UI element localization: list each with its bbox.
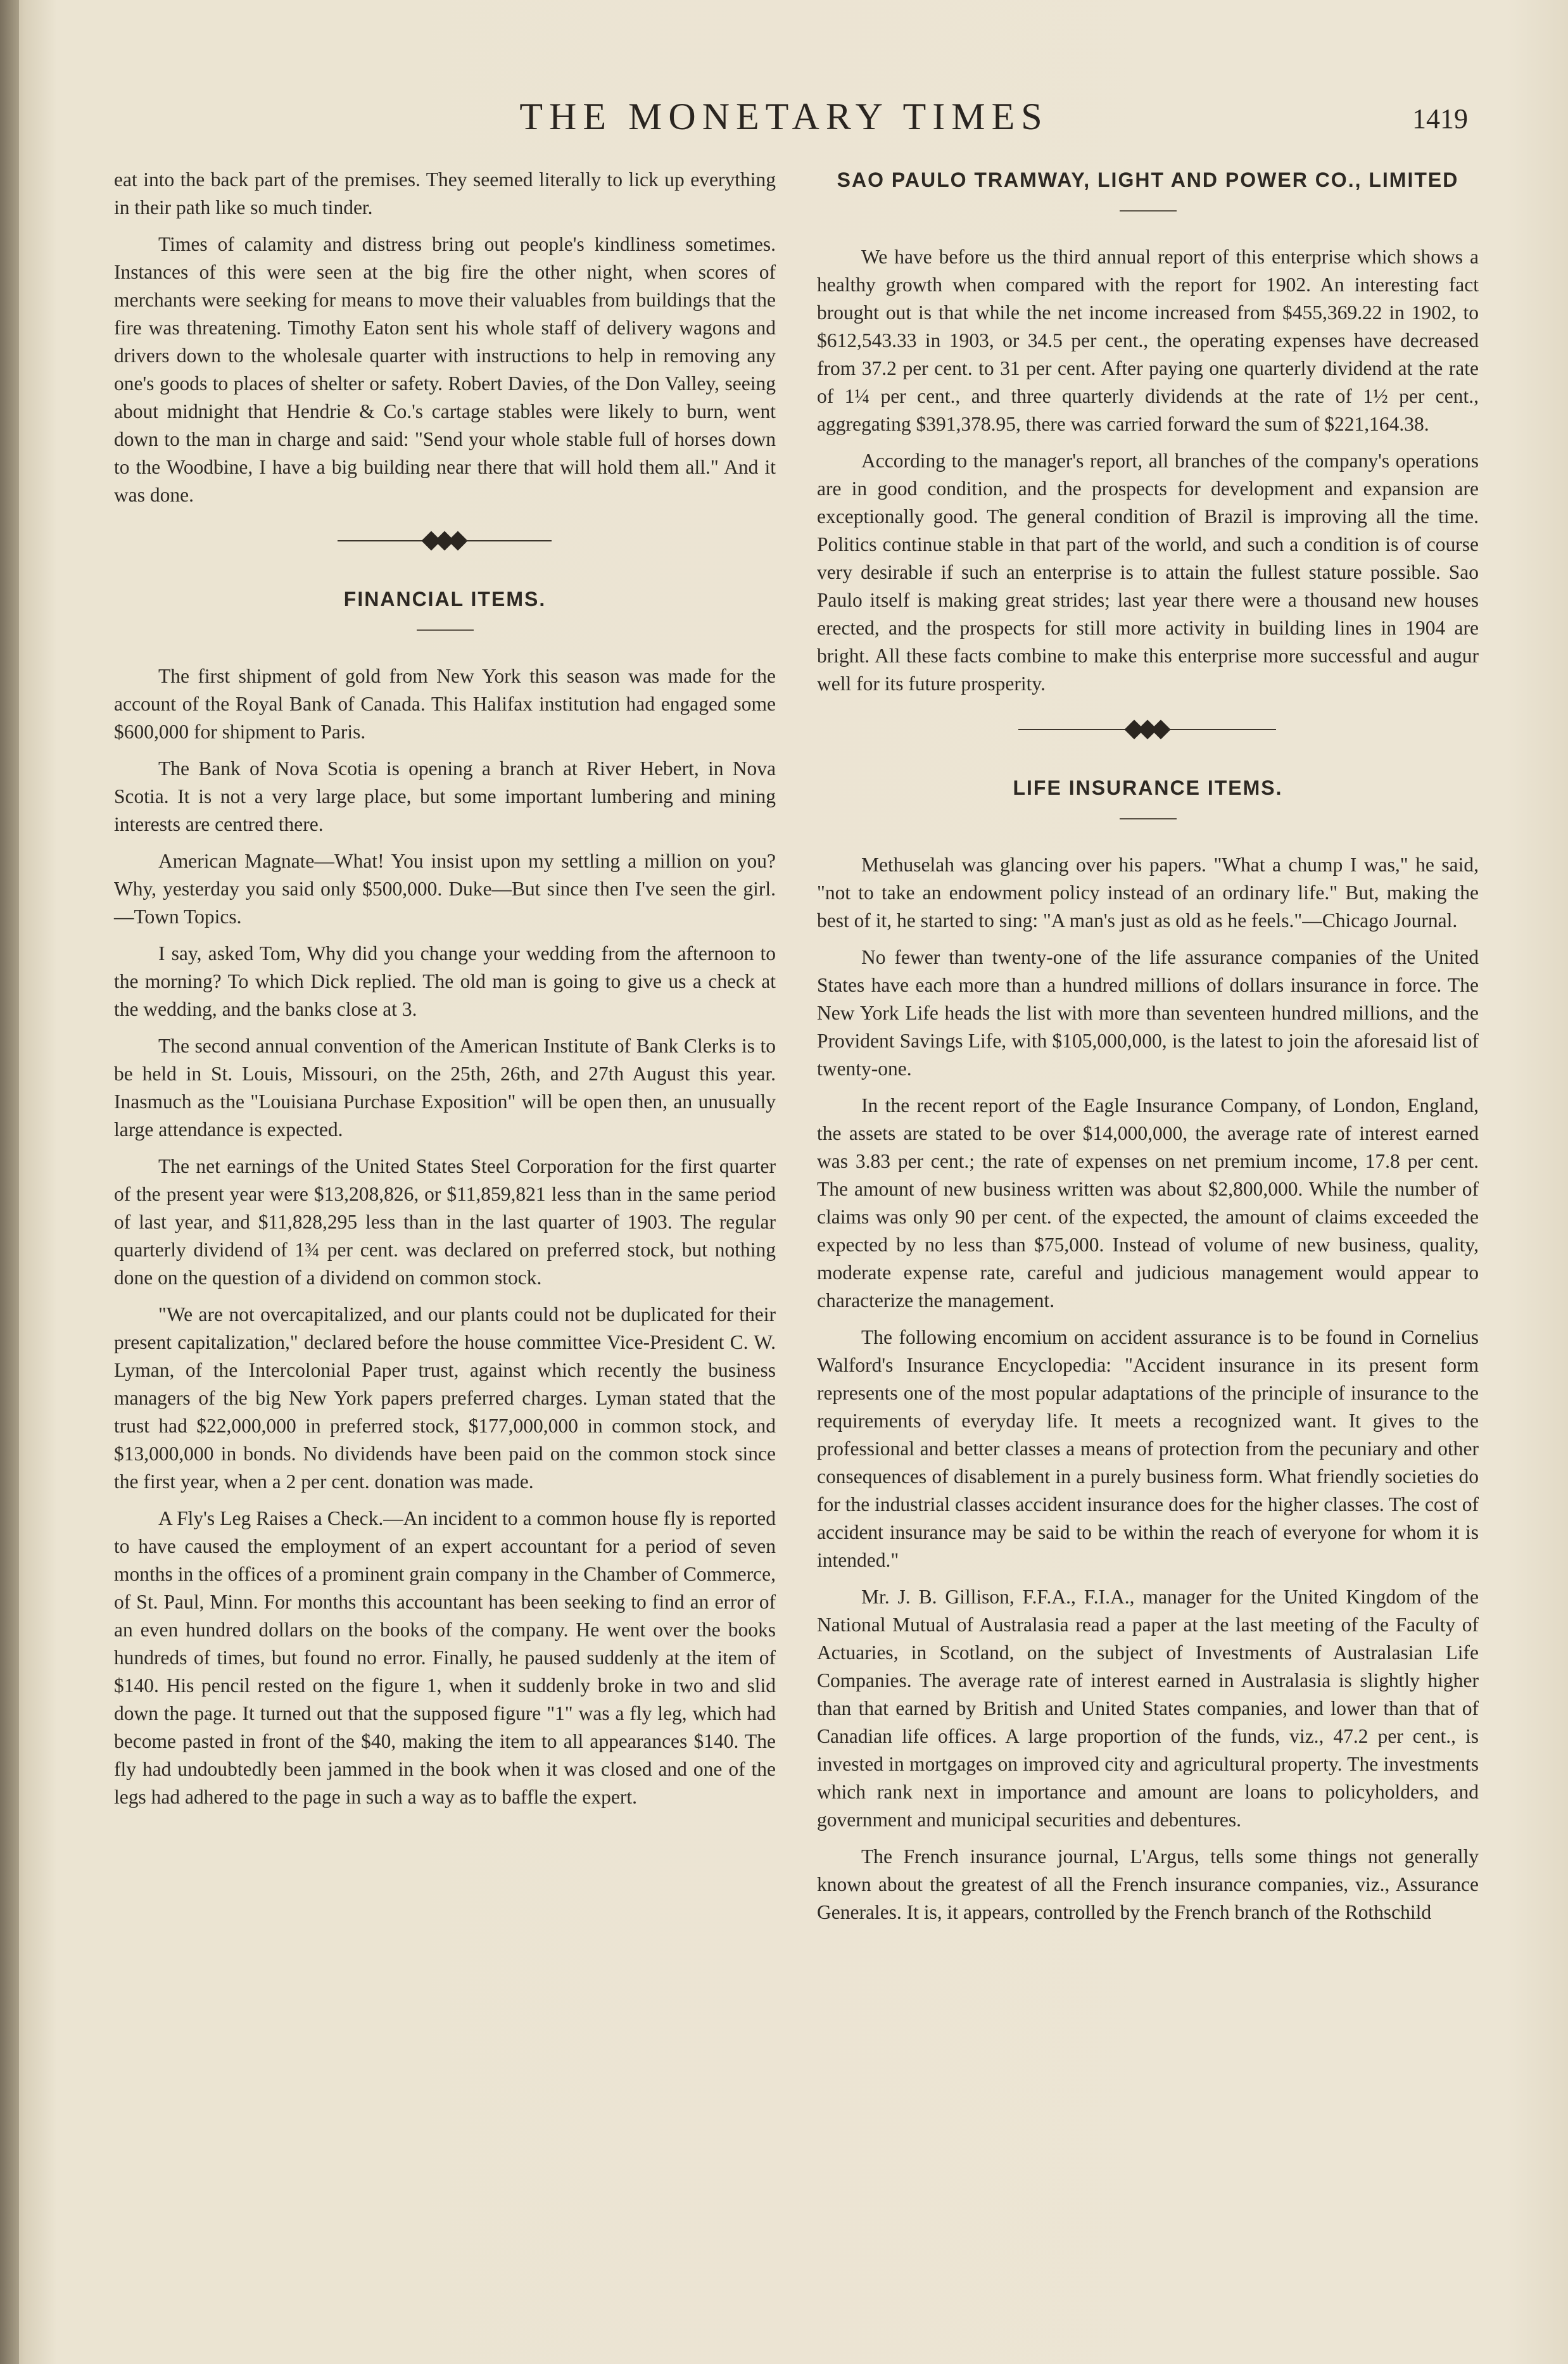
article-paragraph: Methuselah was glancing over his papers. "What a chump I was," he said, "not to take an endowment policy instead of an ordinary life." But, making the best of it, he started to sing: "A man's just as old as he feels."—Chicago Journal. bbox=[817, 854, 1479, 932]
article-paragraph: A Fly's Leg Raises a Check.—An incident to a common house fly is reported to have caused the employment of an expert accountant for a period of seven months in the offices of a prominent grain company in the Chamber of Commerce, of St. Paul, Minn. For months this accountant has been seeking to find an error of an even hundred dollars on the books of the company. He went over the books hundreds of times, but found no error. Finally, he paused suddenly at the item of $140. His pencil rested on the figure 1, when it suddenly broke in two and slid down the page. It turned out that the supposed figure "1" was a fly leg, which had become pasted in front of the $40, making the item to all appearances $140. The fly had undoubtedly been jammed in the book when it was closed and one of the legs had adhered to the page in such a way as to baffle the expert. bbox=[114, 1507, 776, 1808]
sao-paulo-heading: SAO PAULO TRAMWAY, LIGHT AND POWER CO., LIMITED bbox=[837, 168, 1459, 191]
section-divider-ornament bbox=[114, 522, 776, 560]
article-paragraph: The second annual convention of the American Institute of Bank Clerks is to be held in St. Louis, Missouri, on the 25th, 26th, and 27th August this year. Inasmuch as the "Louisiana Purchase Exposition" will be open then, an unusually large attendance is expected. bbox=[114, 1035, 776, 1141]
article-paragraph: We have before us the third annual report of this enterprise which shows a healthy growth when compared with the report for 1902. An interesting fact brought out is that while the net income increased from $455,369.22 in 1902, to $612,543.33 in 1903, or 34.5 per cent., the operating expenses have decreased from 37.2 per cent. to 31 per cent. After paying one quarterly dividend at the rate of 1¼ per cent., and three quarterly dividends at the rate of 1½ per cent., aggregating $391,378.95, there was carried forward the sum of $221,164.38. bbox=[817, 246, 1479, 435]
article-paragraph: The Bank of Nova Scotia is opening a branch at River Hebert, in Nova Scotia. It is not a very large place, but some important lumbering and mining interests are centred there. bbox=[114, 757, 776, 835]
page-number: 1419 bbox=[1412, 103, 1468, 134]
heading-rule bbox=[417, 629, 474, 631]
right-column bbox=[817, 166, 1479, 1935]
left-column bbox=[114, 166, 776, 1820]
article-paragraph: In the recent report of the Eagle Insurance Company, of London, England, the assets are stated to be over $14,000,000, the average rate of interest earned was 3.83 per cent.; the rate of expenses on net premium income, 17.8 per cent. The amount of new business written was about $2,800,000. While the number of claims was only 90 per cent. of the expected, the amount of claims exceeded the expected by no less than $75,000. Instead of volume of new business, quality, moderate expense rate, careful and judicious management would appear to characterize the management. bbox=[817, 1094, 1479, 1312]
article-paragraph: According to the manager's report, all branches of the company's operations are in good condition, and the prospects for development and expansion are exceptionally good. The general condition of Brazil is improving all the time. Politics continue stable in that part of the world, and such a condition is of course very desirable if such an enterprise is to attain the fullest stature possible. Sao Paulo itself is making great strides; last year there were a thousand new houses erected, and the prospects for still more activity in building lines in 1904 are bright. All these facts combine to make this enterprise more successful and augur well for its future prosperity. bbox=[817, 450, 1479, 695]
article-paragraph: American Magnate—What! You insist upon my settling a million on you? Why, yesterday you said only $500,000. Duke—But since then I've seen the girl.—Town Topics. bbox=[114, 850, 776, 928]
article-paragraph: The following encomium on accident assurance is to be found in Cornelius Walford's Insurance Encyclopedia: "Accident insurance in its present form represents one of the most popular adaptations of the principle of insurance to the requirements of everyday life. It meets a recognized want. It gives to the professional and better classes a means of protection from the pecuniary and other consequences of disablement in a purely business form. What friendly societies do for the industrial classes accident insurance does for the higher classes. The cost of accident insurance may be said to be within the reach of everyone for whom it is intended." bbox=[817, 1326, 1479, 1571]
article-paragraph: Mr. J. B. Gillison, F.F.A., F.I.A., manager for the United Kingdom of the National Mutual of Australasia read a paper at the last meeting of the Faculty of Actuaries, in Scotland, on the subject of Investments of Australasian Life Companies. The average rate of interest earned in Australasia is slightly higher than that earned by British and United States companies, and lower than that of Canadian life offices. A large proportion of the funds, viz., 47.2 per cent., is invested in mortgages on improved city and agricultural property. The investments which rank next in importance and amount are loans to policyholders, and government and municipal securities and debentures. bbox=[817, 1586, 1479, 1831]
article-paragraph: The French insurance journal, L'Argus, tells some things not generally known about the greatest of all the French insurance companies, viz., Assurance Generales. It is, it appears, controlled by the French branch of the Rothschild bbox=[817, 1845, 1479, 1923]
financial-items-heading: FINANCIAL ITEMS. bbox=[343, 588, 547, 610]
masthead-title: THE MONETARY TIMES bbox=[519, 96, 1049, 137]
article-paragraph: I say, asked Tom, Why did you change your wedding from the afternoon to the morning? To which Dick replied. The old man is going to give us a check at the wedding, and the banks close at 3. bbox=[114, 942, 776, 1020]
section-divider-ornament bbox=[817, 711, 1479, 749]
article-paragraph: The net earnings of the United States Steel Corporation for the first quarter of the present year were $13,208,826, or $11,859,821 less than in the same period of last year, and $11,828,295 less than in the last quarter of 1903. The regular quarterly dividend of 1¾ per cent. was declared on preferred stock, but nothing done on the question of a dividend on common stock. bbox=[114, 1155, 776, 1289]
article-paragraph: The first shipment of gold from New York this season was made for the account of the Royal Bank of Canada. This Halifax institution had engaged some $600,000 for shipment to Paris. bbox=[114, 665, 776, 743]
article-paragraph: No fewer than twenty-one of the life assurance companies of the United States have each more than a hundred millions of dollars insurance in force. The New York Life heads the list with more than seventeen hundred millions, and the Provident Savings Life, with $105,000,000, is the latest to join the aforesaid list of twenty-one. bbox=[817, 946, 1479, 1080]
page-binding-edge bbox=[0, 0, 19, 2364]
life-insurance-items-heading: LIFE INSURANCE ITEMS. bbox=[1013, 776, 1283, 799]
article-paragraph: Times of calamity and distress bring out people's kindliness sometimes. Instances of this were seen at the big fire the other night, when scores of merchants were seeking for means to move their valuables from buildings that the fire was threatening. Timothy Eaton sent his whole staff of delivery wagons and drivers down to the wholesale quarter with instructions to help in removing any one's goods to places of shelter or safety. Robert Davies, of the Don Valley, seeing about midnight that Hendrie & Co.'s cartage stables were likely to burn, went down to the man in charge and said: "Send your whole stable full of horses down to the Woodbine, I have a big building near there that will hold them all." And it was done. bbox=[114, 233, 776, 506]
heading-rule bbox=[1120, 210, 1177, 212]
article-paragraph: "We are not overcapitalized, and our plants could not be duplicated for their present capitalization," declared before the house committee Vice-President C. W. Lyman, of the Intercolonial Paper trust, against which recently the business managers of the big New York papers preferred charges. Lyman stated that the trust had $22,000,000 in preferred stock, $177,000,000 in common stock, and $13,000,000 in bonds. No dividends have been paid on the common stock since the first year, when a 2 per cent. donation was made. bbox=[114, 1303, 776, 1493]
heading-rule bbox=[1120, 818, 1177, 819]
article-paragraph: eat into the back part of the premises. They seemed literally to lick up everything in their path like so much tinder. bbox=[114, 168, 776, 218]
